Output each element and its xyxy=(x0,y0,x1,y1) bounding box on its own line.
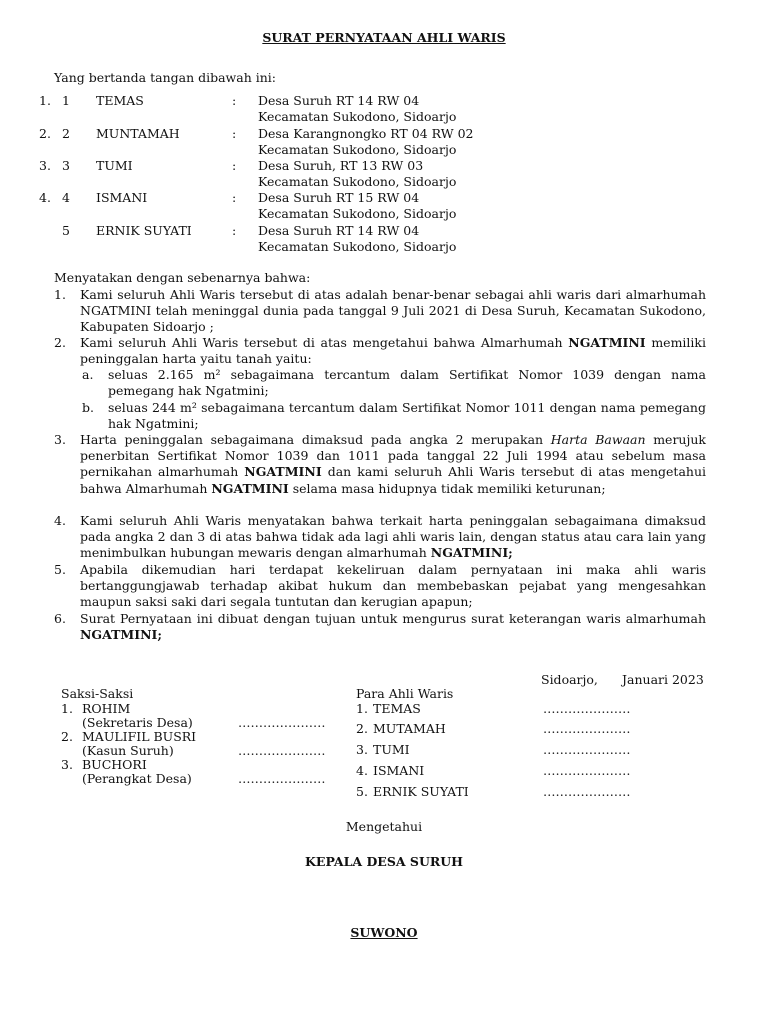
item-text: Surat Pernyataan ini dibuat dengan tujuan untuk mengurus surat keterangan waris almarhumah xyxy=(80,611,706,626)
signature-line: ………………… xyxy=(543,721,631,736)
statement-item-3 xyxy=(80,432,706,497)
heir-number: 4 xyxy=(62,190,70,205)
signature-line: ………………… xyxy=(238,743,326,758)
witness-name: ROHIM xyxy=(82,701,131,716)
item-number: 4. xyxy=(54,513,66,528)
heir-outer-number: 4. xyxy=(39,190,51,205)
heir-address: Desa Suruh RT 14 RW 04 xyxy=(258,93,420,108)
heir-outer-number: 3. xyxy=(39,158,51,173)
colon: : xyxy=(232,158,237,173)
heir-address: Desa Suruh RT 14 RW 04 xyxy=(258,223,420,238)
heir-sign-number: 3. xyxy=(356,742,368,757)
heir-row xyxy=(0,93,768,127)
heir-sign-number: 5. xyxy=(356,784,368,799)
colon: : xyxy=(232,93,237,108)
item-text: Kami seluruh Ahli Waris tersebut di atas mengetahui bahwa Almarhumah xyxy=(80,335,569,350)
statement-item-1: Kami seluruh Ahli Waris tersebut di atas adalah benar-benar sebagai ahli waris dari almarhumah NGATMINI telah meninggal dunia pada tanggal 9 Juli 2021 di Desa Suruh, Kecamatan Sukodono, Kabupaten Sidoarjo ; xyxy=(80,287,706,335)
item-number: 2. xyxy=(54,335,66,350)
witness-role: (Kasun Suruh) xyxy=(82,743,174,758)
signing-place: Sidoarjo, xyxy=(541,672,598,687)
heir-name: ERNIK SUYATI xyxy=(96,223,192,238)
deceased-name: NGATMINI; xyxy=(80,627,162,643)
statement-item-2 xyxy=(80,335,706,367)
heir-sign-name: ERNIK SUYATI xyxy=(373,784,469,799)
village-head-name: SUWONO xyxy=(350,925,418,940)
item-text: memiliki peninggalan harta yaitu tanah yaitu: xyxy=(80,335,706,367)
subitem-letter: b. xyxy=(82,400,94,415)
signature-line: ………………… xyxy=(238,715,326,730)
witnesses-title: Saksi-Saksi xyxy=(61,686,134,701)
heir-sign-name: MUTAMAH xyxy=(373,721,446,736)
item-text: Harta peninggalan sebagaimana dimaksud pada angka 2 merupakan xyxy=(80,432,551,447)
colon: : xyxy=(232,126,237,141)
document-title: SURAT PERNYATAAN AHLI WARIS xyxy=(262,30,506,45)
signature-line: ………………… xyxy=(543,701,631,716)
witness-number: 3. xyxy=(61,757,73,772)
signing-date: Januari 2023 xyxy=(622,672,704,687)
village-head-title: KEPALA DESA SURUH xyxy=(305,854,463,869)
subitem-letter: a. xyxy=(82,367,94,382)
witness-number: 2. xyxy=(61,729,73,744)
heir-number: 5 xyxy=(62,223,70,238)
witness-role: (Sekretaris Desa) xyxy=(82,715,193,730)
item-text: Kami seluruh Ahli Waris menyatakan bahwa terkait harta peninggalan sebagaimana dimaksud pada angka 2 dan 3 di atas bahwa tidak ada lagi ahli waris lain, dengan status atau cara lain yang menimbulkan hubungan mewaris dengan almarhumah xyxy=(80,513,706,561)
heir-name: TEMAS xyxy=(96,93,144,108)
heir-sign-number: 2. xyxy=(356,721,368,736)
heirs-sign-title: Para Ahli Waris xyxy=(356,686,454,701)
heir-row xyxy=(0,190,768,224)
item-number: 6. xyxy=(54,611,66,626)
heir-number: 2 xyxy=(62,126,70,141)
heir-district: Kecamatan Sukodono, Sidoarjo xyxy=(258,109,457,124)
statement-item-4 xyxy=(80,513,706,562)
acknowledged-label: Mengetahui xyxy=(345,819,423,834)
statement-subitem-b: seluas 244 m² sebagaimana tercantum dalam Sertifikat Nomor 1011 dengan nama pemegang hak Ngatmini; xyxy=(108,400,706,432)
statement-item-6 xyxy=(80,611,706,643)
heir-name: TUMI xyxy=(96,158,133,173)
heir-sign-name: TEMAS xyxy=(373,701,421,716)
heir-district: Kecamatan Sukodono, Sidoarjo xyxy=(258,142,457,157)
colon: : xyxy=(232,190,237,205)
heir-sign-name: TUMI xyxy=(373,742,410,757)
heir-address: Desa Suruh, RT 13 RW 03 xyxy=(258,158,424,173)
heir-outer-number: 1. xyxy=(39,93,51,108)
heir-number: 3 xyxy=(62,158,70,173)
signature-line: ………………… xyxy=(543,742,631,757)
heir-name: ISMANI xyxy=(96,190,148,205)
witness-number: 1. xyxy=(61,701,73,716)
italic-term: Harta Bawaan xyxy=(550,432,646,447)
heir-row xyxy=(0,158,768,192)
witness-role: (Perangkat Desa) xyxy=(82,771,192,786)
statement-item-5: Apabila dikemudian hari terdapat kekeliruan dalam pernyataan ini maka ahli waris bertanggungjawab terhadap akibat hukum dan membebaskan pejabat yang mengesahkan maupun saksi saki dari segala tuntutan dan kerugian apapun; xyxy=(80,562,706,610)
heir-row xyxy=(0,126,768,160)
heir-row xyxy=(0,223,768,257)
heir-number: 1 xyxy=(62,93,70,108)
intro-text: Yang bertanda tangan dibawah ini: xyxy=(54,70,276,85)
signature-line: ………………… xyxy=(238,771,326,786)
item-text: dan kami seluruh Ahli Waris tersebut di atas mengetahui bahwa Almarhumah xyxy=(80,464,707,496)
heir-name: MUNTAMAH xyxy=(96,126,180,141)
signature-line: ………………… xyxy=(543,763,631,778)
heir-sign-number: 1. xyxy=(356,701,368,716)
heir-outer-number: 2. xyxy=(39,126,51,141)
deceased-name: NGATMINI xyxy=(244,464,322,480)
heir-sign-name: ISMANI xyxy=(373,763,425,778)
colon: : xyxy=(232,223,237,238)
item-text: merujuk penerbitan Sertifikat Nomor 1039 dan 1011 pada tanggal 22 Juli 1994 atau sebelum masa pernikahan almarhumah xyxy=(80,432,706,480)
signature-line: ………………… xyxy=(543,784,631,799)
heir-district: Kecamatan Sukodono, Sidoarjo xyxy=(258,206,457,221)
item-number: 1. xyxy=(54,287,66,302)
witness-name: MAULIFIL BUSRI xyxy=(82,729,197,744)
heir-district: Kecamatan Sukodono, Sidoarjo xyxy=(258,239,457,254)
deceased-name: NGATMINI; xyxy=(430,545,513,561)
heir-address: Desa Suruh RT 15 RW 04 xyxy=(258,190,420,205)
heir-address: Desa Karangnongko RT 04 RW 02 xyxy=(258,126,474,141)
item-number: 3. xyxy=(54,432,66,447)
deceased-name: NGATMINI xyxy=(568,335,646,350)
heir-district: Kecamatan Sukodono, Sidoarjo xyxy=(258,174,457,189)
deceased-name: NGATMINI xyxy=(211,480,289,496)
heir-sign-number: 4. xyxy=(356,763,368,778)
item-number: 5. xyxy=(54,562,66,577)
statement-subitem-a: seluas 2.165 m² sebagaimana tercantum dalam Sertifikat Nomor 1039 dengan nama pemegang hak Ngatmini; xyxy=(108,367,706,399)
witness-name: BUCHORI xyxy=(82,757,147,772)
statement-intro: Menyatakan dengan sebenarnya bahwa: xyxy=(54,270,311,285)
item-text: selama masa hidupnya tidak memiliki keturunan; xyxy=(288,480,606,496)
